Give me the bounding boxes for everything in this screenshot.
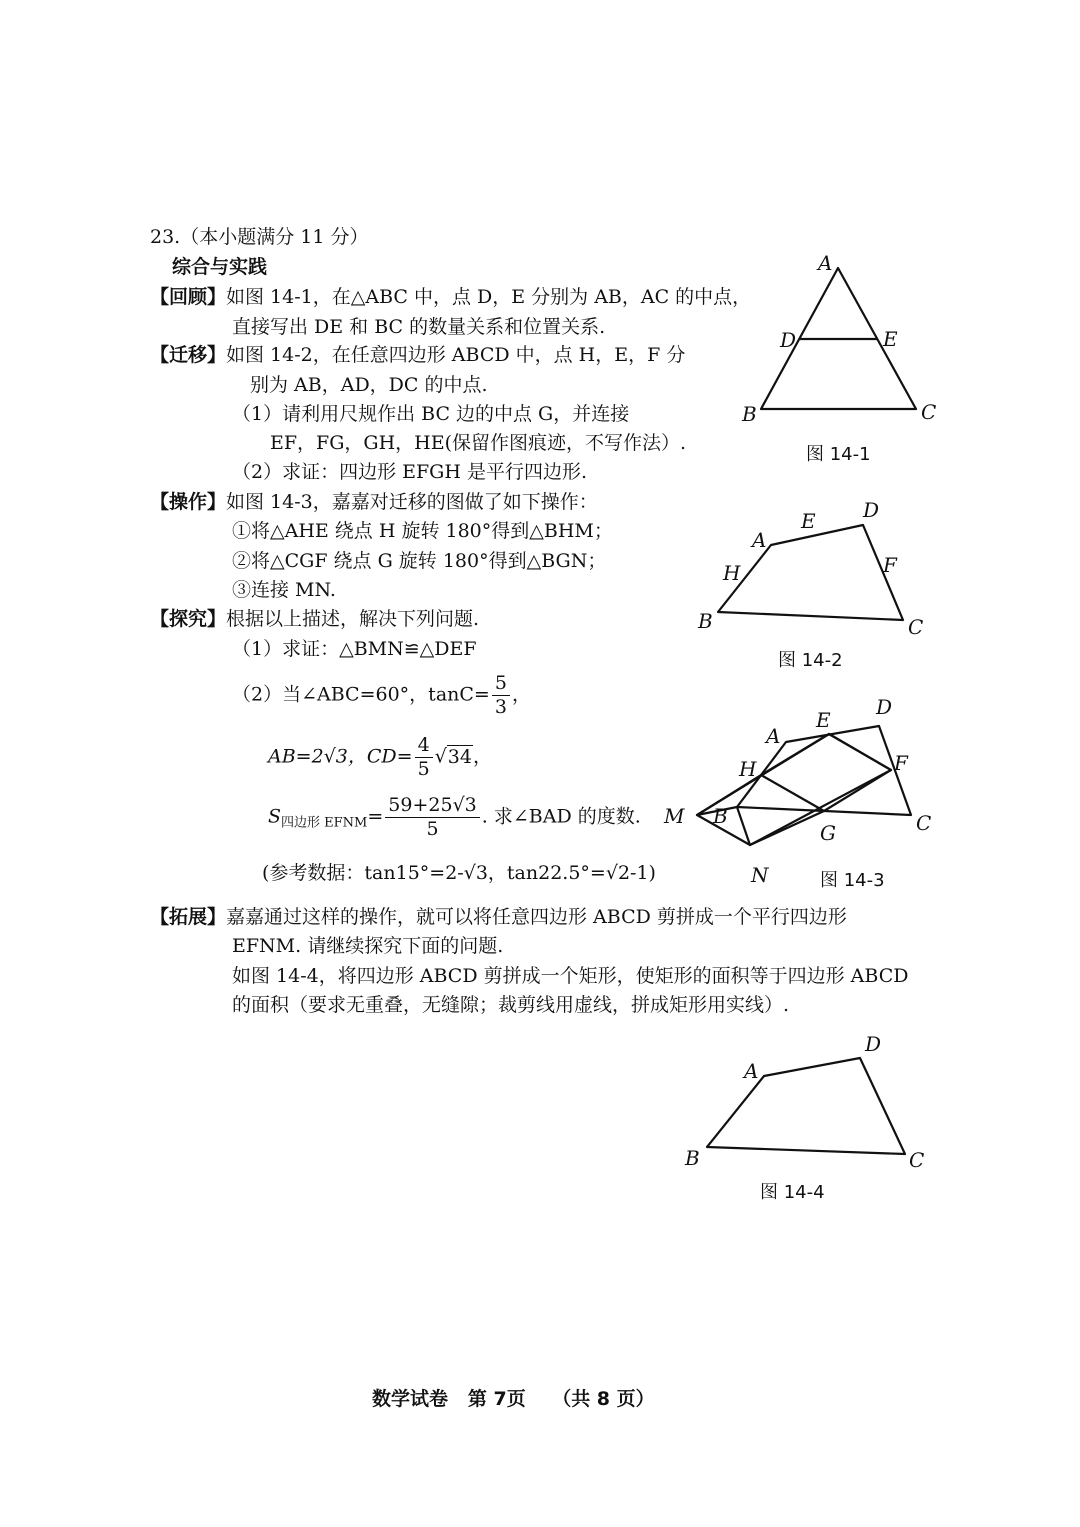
extend-line-2: EFNM. 请继续探究下面的问题. <box>232 935 504 957</box>
fig1-label-c: C <box>921 400 937 424</box>
fig3-label-b: B <box>713 804 728 828</box>
area-symbol: S <box>268 805 282 828</box>
fig3-triangle-bhm <box>697 775 761 815</box>
fig2-label-c: C <box>908 615 924 639</box>
fig3-label-c: C <box>916 811 932 835</box>
review-tag: 【回顾】 <box>150 286 227 308</box>
fig1-label-e: E <box>883 327 898 351</box>
cd-suffix: ， <box>472 745 492 768</box>
fig4-label-a: A <box>744 1059 759 1083</box>
reference-data: (参考数据：tan15°=2-√3，tan22.5°=√2-1) <box>262 862 656 884</box>
footer-page: 第 7页 <box>467 1388 526 1410</box>
fig2-quadrilateral <box>718 525 903 620</box>
transfer-q2: （2）求证：四边形 EFGH 是平行四边形. <box>232 461 588 483</box>
problem-points: （本小题满分 11 分） <box>180 226 369 248</box>
fig4-label-d: D <box>865 1032 882 1056</box>
fig2-label-d: D <box>863 498 880 522</box>
fig3-midpoint-quad <box>761 734 891 811</box>
footer-subject: 数学试卷 <box>372 1388 449 1410</box>
fig3-label-n: N <box>751 863 769 887</box>
fig3-label-g: G <box>820 821 836 845</box>
fig3-label-d: D <box>876 695 893 719</box>
fig4-caption: 图 14-4 <box>760 1182 825 1203</box>
cd-radicand: 34 <box>447 745 472 768</box>
page-footer <box>372 1384 655 1411</box>
operation-text-1: 如图 14-3，嘉嘉对迁移的图做了如下操作： <box>226 491 598 513</box>
extend-text-1: 嘉嘉通过这样的操作，就可以将任意四边形 ABCD 剪拼成一个平行四边形 <box>226 906 847 928</box>
transfer-q1-line-2: EF，FG，GH，HE(保留作图痕迹，不写作法）. <box>270 432 687 454</box>
fig3-label-h: H <box>739 757 757 781</box>
fig1-label-b: B <box>742 402 757 426</box>
extend-tag: 【拓展】 <box>150 906 227 928</box>
footer-total: （共 8 页） <box>552 1388 655 1410</box>
fig2-label-f: F <box>883 553 897 577</box>
fig2-label-e: E <box>801 509 816 533</box>
fig3-label-f: F <box>894 751 908 775</box>
explore-tag: 【探究】 <box>150 608 227 630</box>
area-numerator: 59+25√3 <box>385 796 479 818</box>
fig1-label-d: D <box>780 328 797 352</box>
fig2-label-b: B <box>698 609 713 633</box>
extend-line-3: 如图 14-4，将四边形 ABCD 剪拼成一个矩形，使矩形的面积等于四边形 ABCD <box>232 965 909 987</box>
fig1-caption: 图 14-1 <box>806 444 871 465</box>
area-denominator: 5 <box>426 818 439 840</box>
fig3-label-e: E <box>816 708 831 732</box>
sqrt-symbol: √ <box>434 745 447 768</box>
cd-numerator: 4 <box>415 736 433 758</box>
tanc-numerator: 5 <box>492 674 510 696</box>
area-subscript: 四边形 EFNM <box>281 815 368 831</box>
explore-q2-prefix: （2）当∠ABC=60°，tanC= <box>232 683 490 706</box>
fig2-label-h: H <box>723 561 741 585</box>
extend-line-4: 的面积（要求无重叠，无缝隙；裁剪线用虚线，拼成矩形用实线）. <box>232 994 790 1016</box>
section-title: 综合与实践 <box>172 256 268 278</box>
fig3-quadrilateral <box>737 726 911 815</box>
cd-denominator: 5 <box>417 758 430 780</box>
fig4-quadrilateral <box>707 1058 905 1154</box>
problem-number: 23. <box>150 226 181 248</box>
fig4-label-b: B <box>685 1146 700 1170</box>
operation-step-1: ①将△AHE 绕点 H 旋转 180°得到△BHM； <box>232 520 613 542</box>
operation-step-3: ③连接 MN. <box>232 579 336 601</box>
fig3-label-m: M <box>664 804 685 828</box>
fig1-label-a: A <box>818 251 833 275</box>
explore-text-1: 根据以上描述，解决下列问题. <box>226 608 480 630</box>
fig2-label-a: A <box>752 528 767 552</box>
ab-prefix: AB=2√3，CD= <box>268 745 413 768</box>
fig3-label-a: A <box>766 724 781 748</box>
explore-q1: （1）求证：△BMN≌△DEF <box>232 638 477 660</box>
review-text-1: 如图 14-1，在△ABC 中，点 D，E 分别为 AB，AC 的中点， <box>226 286 752 308</box>
tanc-denominator: 3 <box>494 696 507 718</box>
review-line-2: 直接写出 DE 和 BC 的数量关系和位置关系. <box>232 316 606 338</box>
area-suffix: . 求∠BAD 的度数. <box>481 805 641 828</box>
area-eq: = <box>367 805 384 828</box>
fig3-parallelogram-efnm <box>697 734 891 845</box>
transfer-line-2: 别为 AB，AD，DC 的中点. <box>250 374 488 396</box>
operation-step-2: ②将△CGF 绕点 G 旋转 180°得到△BGN； <box>232 550 607 572</box>
transfer-tag: 【迁移】 <box>150 344 227 366</box>
fig3-caption: 图 14-3 <box>820 870 885 891</box>
transfer-text-1: 如图 14-2，在任意四边形 ABCD 中，点 H，E，F 分 <box>226 344 686 366</box>
explore-q2-suffix: ， <box>511 683 531 706</box>
fig2-caption: 图 14-2 <box>778 650 843 671</box>
transfer-q1-line-1: （1）请利用尺规作出 BC 边的中点 G，并连接 <box>232 403 630 425</box>
operation-tag: 【操作】 <box>150 491 227 513</box>
fig4-label-c: C <box>909 1148 925 1172</box>
